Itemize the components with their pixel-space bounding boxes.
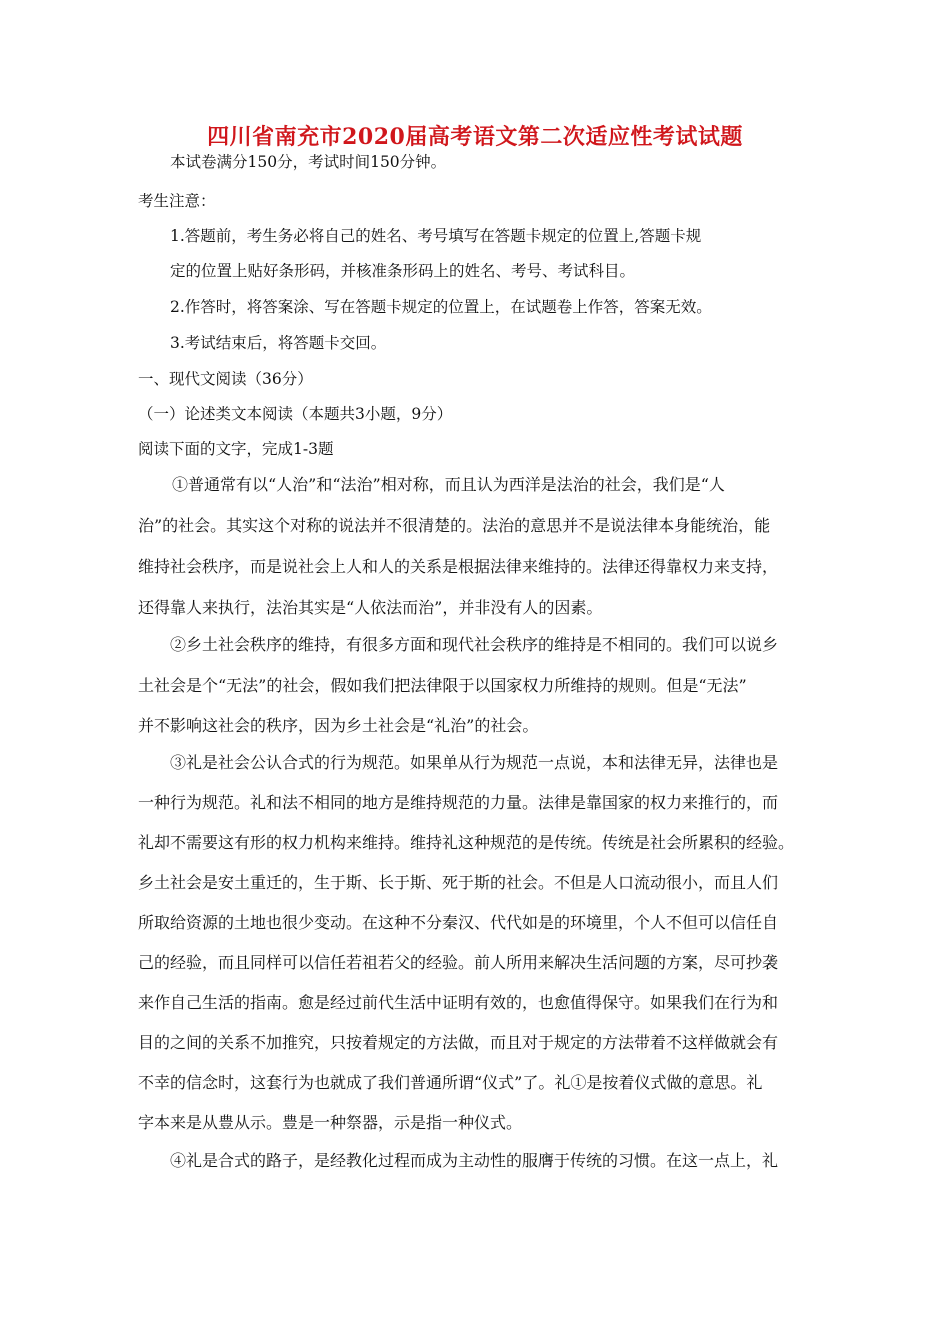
- paragraph-line: ③礼是社会公认合式的行为规范。如果单从行为规范一点说，本和法律无异，法律也是: [170, 753, 779, 772]
- paragraph-line: 还得靠人来执行，法治其实是“人依法而治”，并非没有人的因素。: [138, 598, 603, 617]
- paragraph-line: 不幸的信念时，这套行为也就成了我们普通所谓“仪式”了。礼①是按着仪式做的意思。礼: [138, 1073, 763, 1092]
- document-title: 四川省南充市2020届高考语文第二次适应性考试试题: [207, 124, 743, 150]
- notice-line: 定的位置上贴好条形码，并核准条形码上的姓名、考号、考试科目。: [170, 262, 636, 280]
- subsection-heading: （一）论述类文本阅读（本题共3小题，9分）: [138, 405, 453, 423]
- paragraph-line: ①普通常有以“人治”和“法治”相对称，而且认为西洋是法治的社会，我们是“人: [172, 475, 725, 494]
- reading-instruction: 阅读下面的文字，完成1-3题: [138, 440, 334, 458]
- paragraph-line: 己的经验，而且同样可以信任若祖若父的经验。前人所用来解决生活问题的方案，尽可抄袭: [138, 953, 779, 972]
- paragraph-line: 来作自己生活的指南。愈是经过前代生活中证明有效的，也愈值得保守。如果我们在行为和: [138, 993, 779, 1012]
- section-heading: 一、现代文阅读（36分）: [138, 370, 313, 388]
- paragraph-line: 字本来是从豊从示。豊是一种祭器，示是指一种仪式。: [138, 1113, 523, 1132]
- paragraph-line: 治”的社会。其实这个对称的说法并不很清楚的。法治的意思并不是说法律本身能统治，能: [138, 516, 771, 535]
- paragraph-line: 维持社会秩序，而是说社会上人和人的关系是根据法律来维持的。法律还得靠权力来支持，: [138, 557, 779, 576]
- paragraph-line: 土社会是个“无法”的社会，假如我们把法律限于以国家权力所维持的规则。但是“无法”: [138, 676, 747, 695]
- notice-line: 2.作答时，将答案涂、写在答题卡规定的位置上，在试题卷上作答，答案无效。: [170, 298, 712, 316]
- paragraph-line: ④礼是合式的路子，是经教化过程而成为主动性的服膺于传统的习惯。在这一点上，礼: [170, 1151, 779, 1170]
- paragraph-line: 礼却不需要这有形的权力机构来维持。维持礼这种规范的是传统。传统是社会所累积的经验。: [138, 833, 795, 852]
- notice-line: 3.考试结束后，将答题卡交回。: [170, 334, 387, 352]
- notice-line: 1.答题前，考生务必将自己的姓名、考号填写在答题卡规定的位置上,答题卡规: [170, 227, 702, 245]
- exam-info: 本试卷满分150分，考试时间150分钟。: [170, 153, 447, 171]
- paragraph-line: 乡土社会是安土重迁的，生于斯、长于斯、死于斯的社会。不但是人口流动很小，而且人们: [138, 873, 779, 892]
- notice-heading: 考生注意：: [138, 192, 216, 210]
- paragraph-line: 并不影响这社会的秩序，因为乡土社会是“礼治”的社会。: [138, 716, 539, 735]
- paragraph-line: 所取给资源的土地也很少变动。在这种不分秦汉、代代如是的环境里，个人不但可以信任自: [138, 913, 779, 932]
- paragraph-line: 目的之间的关系不加推究，只按着规定的方法做，而且对于规定的方法带着不这样做就会有: [138, 1033, 779, 1052]
- paragraph-line: 一种行为规范。礼和法不相同的地方是维持规范的力量。法律是靠国家的权力来推行的，而: [138, 793, 779, 812]
- paragraph-line: ②乡土社会秩序的维持，有很多方面和现代社会秩序的维持是不相同的。我们可以说乡: [170, 635, 779, 654]
